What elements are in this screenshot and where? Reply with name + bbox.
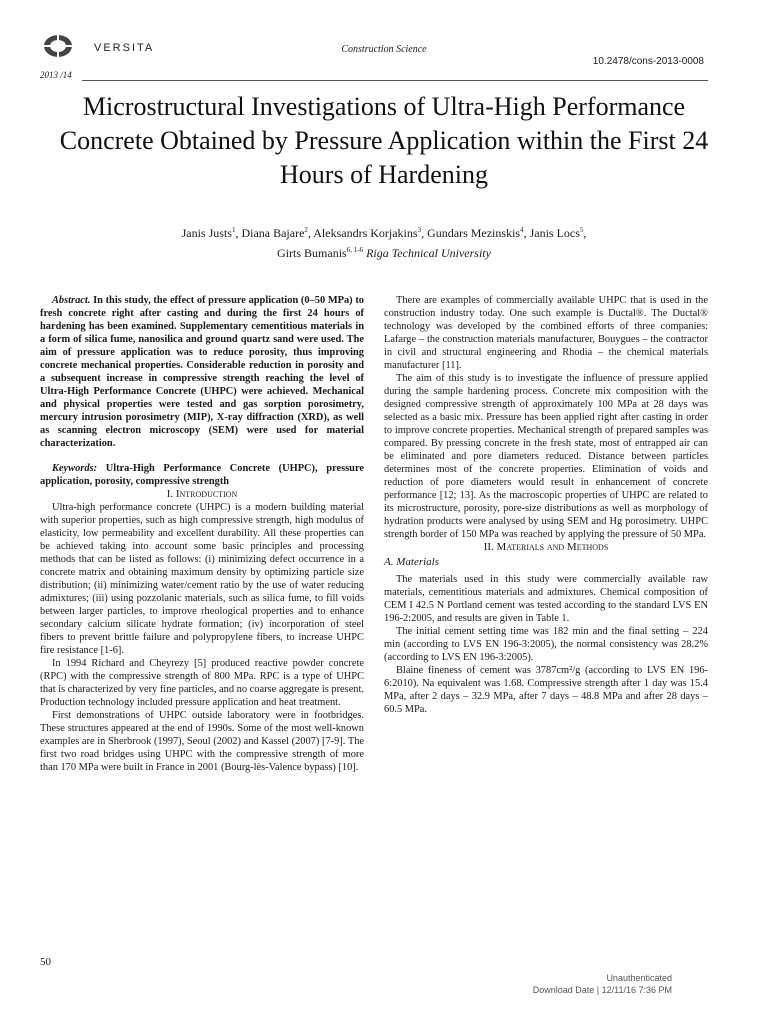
paragraph: There are examples of commercially available UHPC that is used in the construction industry today. One such example is Ductal®. The Ductal® technology was developed by the combined efforts of three companies: Lafarge – the construction materials manufacturer, Bouygues – the contractor in civil and structural engineering and Rhodia – the chemical materials manufacturer [11]. — [384, 295, 708, 371]
author-sup: 4 — [520, 226, 524, 234]
author-name: Janis Justs — [181, 226, 232, 240]
right-column — [384, 294, 708, 716]
author-sup: 2 — [304, 226, 308, 234]
paragraph: In 1994 Richard and Cheyrezy [5] produced reactive powder concrete (RPC) with the compressive strength of 800 MPa. RPC is a type of UHPC that is characterized by very fine particles, and no coarse aggregate is present. Production technology included pressure application and heat treatment. — [40, 658, 364, 708]
author-name: Girts Bumanis — [277, 246, 347, 260]
author-block: Janis Justs$^1$, Diana Bajare$^2$, Aleksandrs Korjakins$^3$, Gundars Mezinskis$^4$, Janis Locs$^5$, Girts Bumanis$^{6, 1-6}$ Riga Technical University — [181, 226, 587, 260]
stamp-line-1: Unauthenticated — [606, 973, 672, 983]
author-name: Gundars Mezinskis — [427, 226, 521, 240]
author-sup: 1 — [231, 226, 236, 234]
paragraph: Blaine fineness of cement was 3787cm²/g (according to LVS EN 196-6:2010). Na equivalent was 1.68. Compressive strength after 1 day was 15.4 MPa, after 2 days – 32.9 MPa, after 7 days – 48.8 MPa and after 28 days – 60.5 MPa. — [384, 665, 708, 715]
paper-title: Microstructural Investigations of Ultra-High Performance Concrete Obtained by Pressure Application within the First 24 Hours of Hardening — [59, 92, 709, 189]
paragraph: The initial cement setting time was 182 min and the final setting – 224 min (according to LVS EN 196-3:2005), the normal consistency was 28.2% (according to LVS EN 196-3:2005). — [384, 626, 708, 663]
author-sup: 3 — [417, 226, 422, 234]
paragraph: First demonstrations of UHPC outside laboratory were in footbridges. These structures appeared at the end of 1990s. Some of the most well-known examples are in Sherbrook (1997), Seoul (2002) and Kassel (2007) [7-9]. The first two road bridges using UHPC with the compressive strength of more than 170 MPa were built in France in 2001 (Bourg-lès-Valence bypass) [10]. — [40, 710, 364, 773]
header-rule — [82, 80, 708, 81]
affiliation: Riga Technical University — [366, 246, 491, 260]
keywords-label: Keywords: — [52, 463, 98, 474]
publisher-name: VERSITA — [94, 42, 155, 54]
doi[interactable]: 10.2478/cons-2013-0008 — [592, 56, 704, 67]
author-sup: 6, 1-6 — [346, 246, 364, 254]
issue-label: 2013 /14 — [40, 70, 72, 80]
stamp-line-2: Download Date | 12/11/16 7:36 PM — [532, 985, 672, 995]
author-name: Diana Bajare — [241, 226, 305, 240]
paragraph: The materials used in this study were commercially available raw materials, cementitious materials and admixtures. Chemical composition of CEM I 42.5 N Portland cement was tested according to the standard LVS EN 196-2:2005, and results are given in Table 1. — [384, 574, 708, 624]
author-sup: 5 — [579, 226, 584, 234]
section-heading-introduction: I. Introduction — [166, 488, 238, 500]
abstract-label: Abstract. — [52, 295, 91, 306]
author-name: Janis Locs — [529, 226, 580, 240]
page-number: 50 — [40, 956, 51, 968]
paragraph: The aim of this study is to investigate the influence of pressure applied during the sample hardening process. Concrete mix composition with the designed compressive strength of approximately 100 MPa at 28 days was selected as a basic mix. Pressure has been applied right after casting in order to improve concrete properties. Mechanical strength of prepared samples was compared. By pressing concrete in the fresh state, most of entrapped air can be eliminated and pore diameters reduced. Distance between particles determines most of the concrete properties. Elimination of voids and reduction of pore diameters would result in enhancement of concrete performance [12; 13]. As the macroscopic properties of UHPC are related to its microstructure, porosity, pore-size distributions as well as morphology of hydration products were analysed by using SEM and Hg porosimetry. UHPC strength border of 150 MPa was reached by applying the pressure of 50 MPa. — [384, 373, 708, 540]
abstract-text: In this study, the effect of pressure application (0–50 MPa) to fresh concrete right after casting and during the first 24 hours of hardening has been examined. Supplementary cementitious materials in a form of silica fume, nanosilica and ground quartz sand were used. The aim of pressure application was to reduce porosity, thus improving concrete mechanical properties. Considerable reduction in porosity and a subsequent increase in compressive strength reaching the level of Ultra-High Performance Concrete (UHPC) were achieved. Mechanical and physical properties were tested and gas sorption porosimetry, mercury intrusion porosimetry (MIP), X-ray diffraction (XRD), as well as scanning electron microscopy (SEM) were used for material characterization. — [40, 295, 364, 449]
paragraph: Ultra-high performance concrete (UHPC) is a modern building material with superior properties, such as high compressive strength, high modulus of elasticity, low permeability and excellent durability. All these properties can be achieved taking into account some basic principles and processing methods that can be listed as follows: (i) minimizing defect occurrence in a concrete matrix and obtaining maximum density by optimizing particle size distribution; (ii) minimizing water/cement ratio by the use of water reducing admixtures; (iii) using pozzolanic materials, such as silica fume, to fill voids between larger particles, to improve rheological properties and to enhance secondary calcium silicate hydrate formation; (iv) incorporation of steel fibers to prevent brittle failure and polypropylene fibers, to increase UHPC fire resistance [1-6]. — [40, 502, 364, 656]
keywords-text: Ultra-High Performance Concrete (UHPC), pressure application, porosity, compressive strength — [40, 463, 364, 487]
keywords — [40, 462, 364, 488]
author-name: Aleksandrs Korjakins — [313, 226, 418, 240]
section-heading-methods: II. Materials and Methods — [483, 541, 609, 553]
left-column — [40, 294, 364, 774]
subsection-heading-materials: A. Materials — [384, 556, 439, 568]
journal-name: Construction Science — [341, 44, 427, 55]
download-stamp — [533, 972, 672, 996]
abstract — [40, 294, 364, 450]
